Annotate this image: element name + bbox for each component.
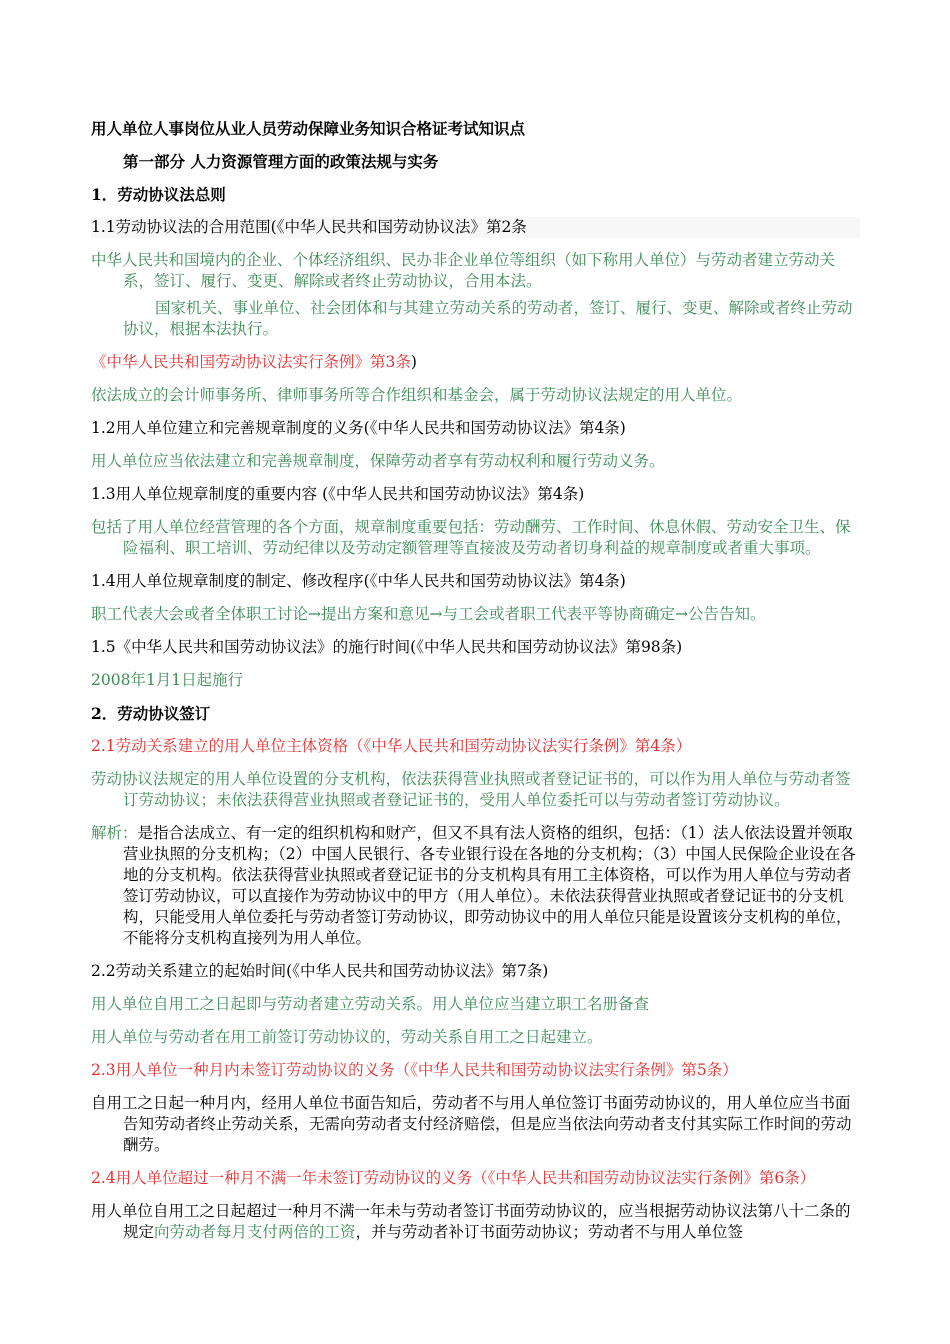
note-label: 解析： [91,824,138,842]
clause-2-1-note [91,823,860,949]
clause-1-1-text-b: 国家机关、事业单位、社会团体和与其建立劳动关系的劳动者，签订、履行、变更、解除或者终止劳动协议，根据本法执行。 [123,299,853,338]
clause-1-4-reference: 1.4用人单位规章制度的制定、修改程序(《中华人民共和国劳动协议法》第4条) [91,572,626,590]
clause-1-1-reference-2 [91,352,860,373]
clause-1-2-text: 用人单位应当依法建立和完善规章制度，保障劳动者享有劳动权利和履行劳动义务。 [91,452,665,470]
clause-2-4-text-b: ，并与劳动者补订书面劳动协议；劳动者不与用人单位签 [355,1223,744,1241]
clause-2-2-text-a: 用人单位自用工之日起即与劳动者建立劳动关系。用人单位应当建立职工名册备查 [91,995,650,1013]
note-text: 是指合法成立、有一定的组织机构和财产，但又不具有法人资格的组织，包括：（1）法人依法设置并领取营业执照的分支机构；（2）中国人民银行、各专业银行设在各地的分支机构；（3）中国人民保险企业设在各地的分支机构。依法获得营业执照或者登记证书的分支机构具有用工主体资格，可以作为用人单位与劳动者签订劳动协议，可以直接作为劳动协议中的甲方（用人单位）。未依法获得营业执照或者登记证书的分支机构，只能受用人单位委托与劳动者签订劳动协议，即劳动协议中的用人单位只能是设置该分支机构的单位，不能将分支机构直接列为用人单位。 [123,824,856,947]
clause-2-3-reference: 2.3用人单位一种月内未签订劳动协议的义务（《中华人民共和国劳动协议法实行条例》第5条） [91,1061,738,1079]
clause-1-1-reference: 1.1劳动协议法的合用范围(《中华人民共和国劳动协议法》第2条 [91,217,860,238]
clause-2-4-text-a: 用人单位自用工之日起超过一种月不满一年未与劳动者签订书面劳动协议的，应当根据劳动协议法第八十二条的规定 [91,1202,851,1241]
clause-1-1-text-c: 依法成立的会计师事务所、律师事务所等合作组织和基金会，属于劳动协议法规定的用人单位。 [91,386,743,404]
clause-2-1-reference: 2.1劳动关系建立的用人单位主体资格（《中华人民共和国劳动协议法实行条例》第4条） [91,737,692,755]
clause-2-4-reference: 2.4用人单位超过一种月不满一年未签订劳动协议的义务（《中华人民共和国劳动协议法实行条例》第6条） [91,1169,816,1187]
clause-2-4-text-highlight: 向劳动者每月支付两倍的工资 [154,1223,356,1241]
clause-1-4-text: 职工代表大会或者全体职工讨论→提出方案和意见→与工会或者职工代表平等协商确定→公告告知。 [91,605,766,623]
part-title: 第一部分 人力资源管理方面的政策法规与实务 [123,152,439,171]
clause-1-5-reference: 1.5《中华人民共和国劳动协议法》的施行时间(《中华人民共和国劳动协议法》第98条) [91,638,683,656]
clause-1-1-reference-2-tail: ) [410,353,417,371]
section-heading-1: 1．劳动协议法总则 [91,185,226,204]
clause-2-1-text: 劳动协议法规定的用人单位设置的分支机构，依法获得营业执照或者登记证书的，可以作为用人单位与劳动者签订劳动协议；未依法获得营业执照或者登记证书的，受用人单位委托可以与劳动者签订劳动协议。 [91,770,851,809]
clause-2-2-reference: 2.2劳动关系建立的起始时间(《中华人民共和国劳动协议法》第7条) [91,962,549,980]
clause-1-5-text: 2008年1月1日起施行 [91,671,244,689]
clause-2-4-text [91,1201,860,1243]
clause-1-2-reference: 1.2用人单位建立和完善规章制度的义务(《中华人民共和国劳动协议法》第4条) [91,419,626,437]
clause-1-1-text-a: 中华人民共和国境内的企业、个体经济组织、民办非企业单位等组织（如下称用人单位）与劳动者建立劳动关系，签订、履行、变更、解除或者终止劳动协议，合用本法。 [91,251,836,290]
clause-2-3-text: 自用工之日起一种月内，经用人单位书面告知后，劳动者不与用人单位签订书面劳动协议的，用人单位应当书面告知劳动者终止劳动关系，无需向劳动者支付经济赔偿，但是应当依法向劳动者支付其实际工作时间的劳动酬劳。 [91,1094,852,1154]
section-heading-2: 2．劳动协议签订 [91,704,211,723]
document-title: 用人单位人事岗位从业人员劳动保障业务知识合格证考试知识点 [91,119,526,138]
clause-1-3-reference: 1.3用人单位规章制度的重要内容 (《中华人民共和国劳动协议法》第4条) [91,485,585,503]
document-page [91,118,860,1255]
clause-1-3-text: 包括了用人单位经营管理的各个方面，规章制度重要包括：劳动酬劳、工作时间、休息休假、劳动安全卫生、保险福利、职工培训、劳动纪律以及劳动定额管理等直接波及劳动者切身利益的规章制度或者重大事项。 [91,518,851,557]
clause-1-1-reference-2-red: 《中华人民共和国劳动协议法实行条例》第3条 [91,353,411,371]
clause-2-2-text-b: 用人单位与劳动者在用工前签订劳动协议的，劳动关系自用工之日起建立。 [91,1028,603,1046]
